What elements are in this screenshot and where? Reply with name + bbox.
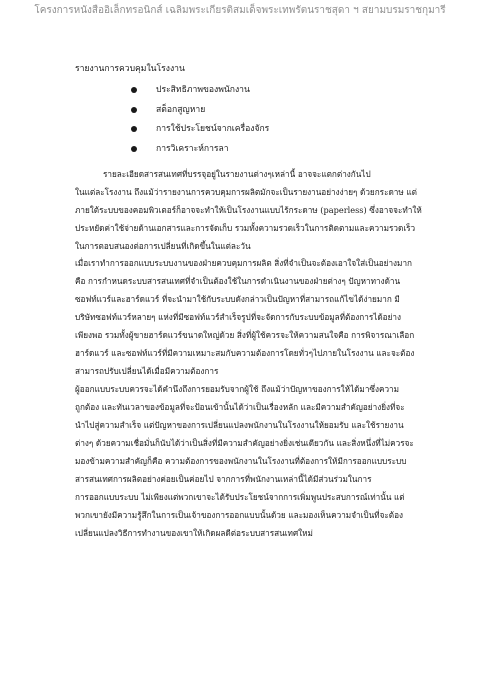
bullet-label: การใช้ประโยชน์จากเครื่องจักร	[156, 124, 270, 134]
page-header: โครงการหนังสืออิเล็กทรอนิกส์ เฉลิมพระเกียรติสมเด็จพระเทพรัตนราชสุดา ฯ สยามบรมราชกุมารี	[34, 5, 446, 16]
bullet-dot-icon	[131, 87, 137, 93]
text-line: คือ การกำหนดระบบสารสนเทศที่จำเป็นต้องใช้ในการดำเนินงานของฝ่ายต่างๆ ปัญหาทางด้าน	[75, 276, 401, 286]
bullet-dot-icon	[131, 126, 137, 132]
text-line: ฮาร์ดแวร์ และซอฟท์แวร์ที่มีความเหมาะสมกับความต้องการโดยทั่วๆไปภายในโรงงาน และจะต้อง	[75, 348, 415, 358]
text-line: ซอฟท์แวร์และฮาร์ดแวร์ ที่จะนำมาใช้กับระบบดังกล่าวเป็นปัญหาที่สามารถแก้ไขได้ง่ายมาก มี	[75, 294, 400, 304]
text-line: การออกแบบระบบ ไม่เพียงแต่พวกเขาจะได้รับประโยชน์จากการเพิ่มพูนประสบการณ์เท่านั้น แต่	[75, 492, 405, 502]
bullet-dot-icon	[131, 107, 137, 113]
bullet-list	[130, 83, 269, 161]
bullet-item	[130, 103, 269, 123]
bullet-label: สต็อกสูญหาย	[156, 104, 206, 115]
bullet-dot-icon	[131, 146, 137, 152]
text-line: ผู้ออกแบบระบบควรจะได้คำนึงถึงการยอมรับจากผู้ใช้ ถึงแม้ว่าปัญหาของการให้ได้มาซึ่งความ	[75, 384, 400, 394]
intro-text: รายงานการควบคุมในโรงงาน	[75, 64, 185, 74]
text-line: ถูกต้อง และทันเวลาของข้อมูลที่จะป้อนเข้านั้นได้ว่าเป็นเรื่องหลัก และมีความสำคัญอย่างยิ่งที่จะ	[75, 402, 405, 412]
text-line: ต่างๆ ด้วยความเชื่อมั่นก็นับได้ว่าเป็นสิ่งที่มีความสำคัญอย่างยิ่งเช่นเดียวกัน และสิ่งหนึ่งที่ไม่ควรจะ	[75, 438, 414, 448]
bullet-item	[130, 142, 269, 162]
text-line: ในการตอบสนองต่อการเปลี่ยนที่เกิดขึ้นในแต่ละวัน	[75, 241, 251, 251]
text-line: รายละเอียดสารสนเทศที่บรรจุอยู่ในรายงานต่างๆเหล่านี้ อาจจะแตกต่างกันไป	[103, 169, 371, 179]
text-line: ในแต่ละโรงงาน ถึงแม้ว่ารายงานการควบคุมการผลิตมักจะเป็นรายงานอย่างง่ายๆ ด้วยกระดาษ แต่	[75, 187, 417, 197]
text-line: เมื่อเราทำการออกแบบระบบงานของฝ่ายควบคุมการผลิต สิ่งที่จำเป็นจะต้องเอาใจใส่เป็นอย่างมาก	[75, 258, 412, 268]
bullet-label: การวิเคราะห์การลา	[156, 143, 229, 154]
text-line: ประหยัดค่าใช้จ่ายด้านเอกสารและการจัดเก็บ รวมทั้งความรวดเร็วในการติดตามและความรวดเร็ว	[75, 223, 416, 233]
bullet-item	[130, 83, 269, 103]
text-line: เพียงพอ รวมทั้งผู้ขายฮาร์ดแวร์ขนาดใหญ่ด้วย สิ่งที่ผู้ใช้ควรจะให้ความสนใจคือ การพิจารณาเลือก	[75, 330, 415, 340]
bullet-item	[130, 122, 269, 142]
text-line: นำไปสู่ความสำเร็จ แต่ปัญหาของการเปลี่ยนแปลงพนักงานในโรงงานให้ยอมรับ และใช้รายงาน	[75, 420, 404, 430]
text-line: สามารถปรับเปลี่ยนได้เมื่อมีความต้องการ	[75, 366, 219, 376]
text-line: บริษัทซอฟท์แวร์หลายๆ แห่งที่มีซอฟท์แวร์สำเร็จรูปที่จะจัดการกับระบบข้อมูลที่ต้องการได้อย่าง	[75, 312, 401, 322]
bullet-label: ประสิทธิภาพของพนักงาน	[156, 85, 250, 95]
text-line: พวกเขายังมีความรู้สึกในการเป็นเจ้าของการออกแบบนั้นด้วย และมองเห็นความจำเป็นที่จะต้อง	[75, 510, 404, 520]
text-line: สารสนเทศการผลิตอย่างค่อยเป็นค่อยไป จากการที่พนักงานเหล่านี้ได้มีส่วนร่วมในการ	[75, 474, 372, 484]
text-line: มองข้ามความสำคัญก็คือ ความต้องการของพนักงานในโรงงานที่ต้องการให้มีการออกแบบระบบ	[75, 456, 407, 466]
text-line: เปลี่ยนแปลงวิธีการทำงานของเขาให้เกิดผลดีต่อระบบสารสนเทศใหม่	[75, 528, 313, 538]
text-line: ภายใต้ระบบของคอมพิวเตอร์ก็อาจจะทำให้เป็นโรงงานแบบไร้กระดาษ (paperless) ซึ่งอาจจะทำให้	[75, 205, 422, 215]
